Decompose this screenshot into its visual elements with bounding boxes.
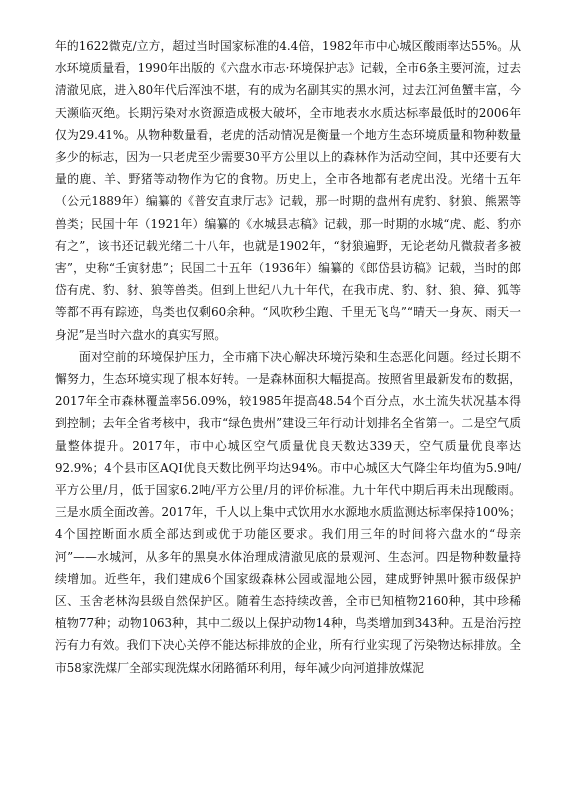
- paragraph-2: 面对空前的环境保护压力，全市痛下决心解决环境污染和生态恶化问题。经过长期不懈努力，生态环境实现了根本好转。一是森林面积大幅提高。按照省里最新发布的数据，2017年全市森林覆盖率56.09%，较1985年提高48.54个百分点，水土流失状况基本得到控制；去年全省考核中，我市“绿色贵州”建设三年行动计划排名全省第一。二是空气质量整体提升。2017年，市中心城区空气质量优良天数达339天，空气质量优良率达92.9%；4个县市区AQI优良天数比例平均达94%。市中心城区大气降尘年均值为5.9吨/平方公里/月，低于国家6.2吨/平方公里/月的评价标准。九十年代中期后再未出现酸雨。三是水质全面改善。2017年，千人以上集中式饮用水水源地水质监测达标率保持100%；4个国控断面水质全部达到或优于功能区要求。我们用三年的时间将六盘水的“母亲河”——水城河，从多年的黑臭水体治理成清澈见底的景观河、生态河。四是物种数量持续增加。近些年，我们建成6个国家级森林公园或湿地公园，建成野钟黑叶猴市级保护区、玉舍老林沟县级自然保护区。随着生态持续改善，全市已知植物2160种，其中珍稀植物77种；动物1063种，其中二级以上保护动物14种，鸟类增加到343种。五是治污控污有力有效。我们下决心关停不能达标排放的企业，所有行业实现了污染物达标排放。全市58家洗煤厂全部实现洗煤水闭路循环利用，每年减少向河道排放煤泥: [55, 349, 521, 675]
- paragraph-1: 年的1622微克/立方，超过当时国家标准的4.4倍，1982年市中心城区酸雨率达55%。从水环境质量看，1990年出版的《六盘水市志·环境保护志》记载，全市6条主要河流，过去清澈见底，进入80年代后浑浊不堪，有的成为名副其实的黑水河，过去江河鱼蟹丰富，今天濒临灭绝。长期污染对水资源造成极大破坏，全市地表水水质达标率最低时的2006年仅为29.41%。从物种数量看，老虎的活动情况是衡量一个地方生态环境质量和物种数量多少的标志，因为一只老虎至少需要30平方公里以上的森林作为活动空间，其中还要有大量的鹿、羊、野猪等动物作为它的食物。历史上，全市各地都有老虎出没。光绪十五年（公元1889年）编纂的《普安直隶厅志》记载，那一时期的盘州有虎豹、豺狼、熊罴等兽类；民国十年（1921年）编纂的《水城县志稿》记载，那一时期的水城“虎、彪、豹亦有之”，该书还记载光绪二十八年，也就是1902年，“豺狼遍野，无论老幼凡微菽者多被害”，史称“壬寅豺患”；民国二十五年（1936年）编纂的《郎岱县访稿》记载，当时的郎岱有虎、豹、豺、狼等兽类。但到上世纪八九十年代，在我市虎、豹、豺、狼、獐、狐等等都不再有踪迹，鸟类也仅剩60余种。“风吹秒尘跑、千里无飞鸟”“晴天一身灰、雨天一身泥”是当时六盘水的真实写照。: [55, 39, 521, 342]
- document-body: [55, 35, 521, 679]
